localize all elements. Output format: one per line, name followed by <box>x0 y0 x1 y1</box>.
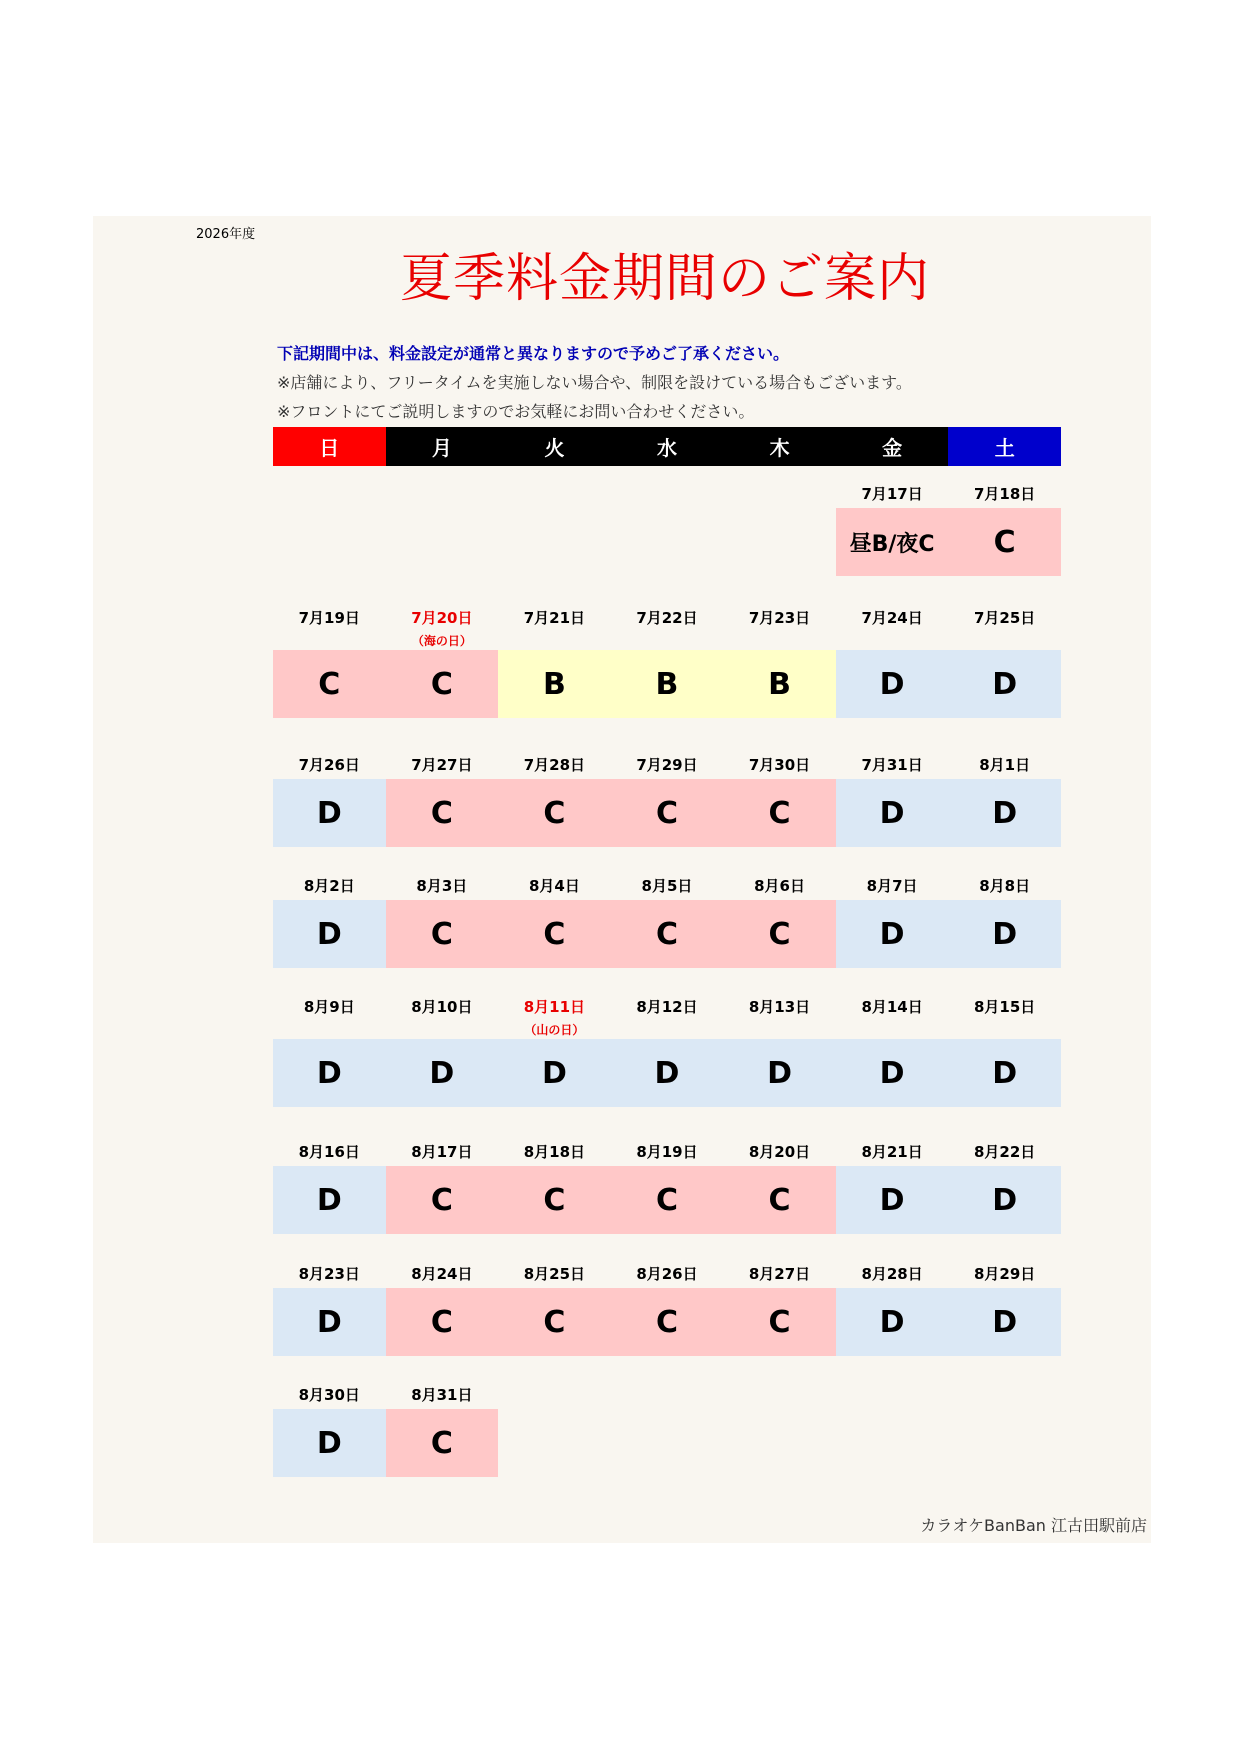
rate-cell: C <box>386 779 499 847</box>
date-label: 8月14日 <box>861 998 923 1016</box>
rate-cell: D <box>273 1409 386 1477</box>
date-label: 8月27日 <box>748 1265 811 1283</box>
date-label: 8月6日 <box>754 877 805 895</box>
date-label: 7月25日 <box>974 609 1036 627</box>
rate-cell: D <box>273 1166 386 1234</box>
holiday-label <box>273 1021 386 1039</box>
rate-cell: D <box>273 779 386 847</box>
date-label: 8月30日 <box>298 1386 360 1404</box>
date-label: 8月31日 <box>411 1386 473 1404</box>
rate-cell <box>498 1409 611 1477</box>
rate-cell: C <box>723 900 836 968</box>
calendar-week <box>273 480 1061 576</box>
rate-cell: D <box>836 900 949 968</box>
rate-cell: D <box>948 650 1061 718</box>
rate-row <box>273 1409 1061 1477</box>
rate-cell: C <box>386 650 499 718</box>
rate-cell: D <box>836 1166 949 1234</box>
date-label: 8月11日 <box>523 998 586 1016</box>
weekday-sat: 土 <box>948 427 1061 466</box>
holiday-label <box>273 632 386 650</box>
calendar-week <box>273 1138 1061 1234</box>
rate-cell <box>723 1409 836 1477</box>
holiday-label <box>611 1021 724 1039</box>
date-label: 8月22日 <box>974 1143 1036 1161</box>
date-label <box>948 1381 1061 1409</box>
calendar-week <box>273 872 1061 968</box>
date-label: 7月31日 <box>861 756 923 774</box>
rate-cell: D <box>948 1039 1061 1107</box>
holiday-label <box>723 1021 836 1039</box>
rate-cell: D <box>723 1039 836 1107</box>
rate-cell: D <box>611 1039 724 1107</box>
rate-cell: D <box>273 900 386 968</box>
date-label <box>498 480 611 508</box>
date-label: 8月20日 <box>748 1143 811 1161</box>
date-label <box>386 480 499 508</box>
rate-cell <box>836 1409 949 1477</box>
weekday-sun: 日 <box>273 427 386 466</box>
rate-cell: C <box>498 1288 611 1356</box>
date-label: 8月23日 <box>298 1265 360 1283</box>
rate-row <box>273 650 1061 718</box>
rate-row <box>273 779 1061 847</box>
rate-cell: C <box>723 1288 836 1356</box>
holiday-label <box>723 632 836 650</box>
date-label: 7月24日 <box>861 609 923 627</box>
calendar-week <box>273 1260 1061 1356</box>
date-label: 7月28日 <box>523 756 586 774</box>
rate-row <box>273 1166 1061 1234</box>
rate-cell: D <box>836 779 949 847</box>
date-label <box>723 1381 836 1409</box>
date-label: 7月21日 <box>523 609 586 627</box>
rate-cell: B <box>498 650 611 718</box>
rate-cell: D <box>948 1166 1061 1234</box>
date-row <box>273 1260 1061 1288</box>
date-row <box>273 872 1061 900</box>
rate-cell: D <box>948 1288 1061 1356</box>
holiday-label <box>386 1021 499 1039</box>
date-label: 8月9日 <box>303 998 355 1016</box>
date-label: 7月18日 <box>974 485 1036 503</box>
rate-cell: D <box>498 1039 611 1107</box>
holiday-label <box>948 632 1061 650</box>
rate-cell <box>948 1409 1061 1477</box>
holiday-label: （山の日） <box>524 1023 585 1037</box>
rate-cell: D <box>386 1039 499 1107</box>
rate-cell <box>386 508 499 576</box>
rate-cell: C <box>386 900 499 968</box>
weekday-header <box>273 427 1061 466</box>
rate-cell: C <box>723 779 836 847</box>
notice-contact: ※フロントにてご説明しますのでお気軽にお問い合わせください。 <box>277 402 755 421</box>
date-label: 8月26日 <box>636 1265 698 1283</box>
date-row <box>273 480 1061 508</box>
rate-cell: D <box>836 650 949 718</box>
date-row <box>273 1138 1061 1166</box>
store-name: カラオケBanBan 江古田駅前店 <box>920 1516 1147 1535</box>
rate-cell: D <box>273 1039 386 1107</box>
weekday-wed: 水 <box>611 427 724 466</box>
date-label: 7月20日 <box>411 609 473 627</box>
rate-cell: D <box>948 779 1061 847</box>
calendar-week <box>273 751 1061 847</box>
date-label: 8月19日 <box>636 1143 698 1161</box>
rate-cell: D <box>948 900 1061 968</box>
holiday-label <box>948 1021 1061 1039</box>
date-label: 8月28日 <box>861 1265 923 1283</box>
date-row <box>273 993 1061 1021</box>
date-label: 8月13日 <box>748 998 811 1016</box>
rate-cell: C <box>611 1288 724 1356</box>
date-label <box>836 1381 949 1409</box>
date-label: 8月8日 <box>979 877 1031 895</box>
date-label: 8月18日 <box>523 1143 586 1161</box>
date-label: 8月3日 <box>416 877 468 895</box>
holiday-row <box>273 1021 1061 1039</box>
date-label: 7月27日 <box>411 756 473 774</box>
rate-cell: D <box>273 1288 386 1356</box>
date-label: 8月4日 <box>528 877 580 895</box>
weekday-mon: 月 <box>386 427 499 466</box>
rate-cell: C <box>498 1166 611 1234</box>
rate-cell: C <box>611 779 724 847</box>
date-label: 8月15日 <box>974 998 1036 1016</box>
weekday-fri: 金 <box>836 427 949 466</box>
date-label: 7月26日 <box>298 756 360 774</box>
rate-cell: C <box>723 1166 836 1234</box>
rate-cell: C <box>386 1288 499 1356</box>
rate-cell: C <box>948 508 1061 576</box>
weekday-tue: 火 <box>498 427 611 466</box>
date-row <box>273 751 1061 779</box>
holiday-row <box>273 632 1061 650</box>
rate-cell <box>498 508 611 576</box>
date-label: 8月1日 <box>979 756 1031 774</box>
date-label <box>611 1381 724 1409</box>
weekday-thu: 木 <box>723 427 836 466</box>
rate-cell: C <box>611 1166 724 1234</box>
date-label: 8月10日 <box>411 998 473 1016</box>
rate-cell <box>611 1409 724 1477</box>
holiday-label <box>836 1021 949 1039</box>
rate-cell: C <box>611 900 724 968</box>
date-label: 7月17日 <box>861 485 923 503</box>
page-title: 夏季料金期間のご案内 <box>399 249 930 309</box>
holiday-label <box>498 632 611 650</box>
rate-row <box>273 900 1061 968</box>
date-label: 8月12日 <box>636 998 698 1016</box>
calendar-week <box>273 993 1061 1107</box>
date-label: 8月24日 <box>411 1265 473 1283</box>
date-label: 8月17日 <box>411 1143 473 1161</box>
rate-cell: D <box>836 1039 949 1107</box>
notice-main: 下記期間中は、料金設定が通常と異なりますので予めご了承ください。 <box>277 344 790 363</box>
holiday-label: （海の日） <box>411 634 472 648</box>
fiscal-year: 2026年度 <box>196 227 256 242</box>
date-row <box>273 604 1061 632</box>
date-label: 8月2日 <box>303 877 355 895</box>
date-label: 7月22日 <box>636 609 698 627</box>
date-label <box>498 1381 611 1409</box>
date-label <box>611 480 724 508</box>
rate-cell: C <box>273 650 386 718</box>
date-row <box>273 1381 1061 1409</box>
rate-cell <box>611 508 724 576</box>
rate-cell <box>723 508 836 576</box>
date-label: 8月21日 <box>861 1143 923 1161</box>
rate-cell: 昼B/夜C <box>836 508 949 576</box>
rate-row <box>273 1288 1061 1356</box>
date-label <box>723 480 836 508</box>
date-label: 7月30日 <box>748 756 811 774</box>
date-label: 8月29日 <box>974 1265 1036 1283</box>
notice-freetime: ※店舗により、フリータイムを実施しない場合や、制限を設けている場合もございます。 <box>277 373 912 392</box>
date-label: 7月29日 <box>636 756 698 774</box>
rate-cell: B <box>611 650 724 718</box>
rate-cell: C <box>498 779 611 847</box>
rate-row <box>273 508 1061 576</box>
date-label: 8月7日 <box>866 877 918 895</box>
calendar-week <box>273 604 1061 718</box>
rate-row <box>273 1039 1061 1107</box>
rate-cell <box>273 508 386 576</box>
rate-cell: C <box>386 1166 499 1234</box>
holiday-label <box>836 632 949 650</box>
date-label: 7月23日 <box>748 609 811 627</box>
rate-cell: C <box>386 1409 499 1477</box>
date-label: 8月16日 <box>298 1143 360 1161</box>
rate-cell: D <box>836 1288 949 1356</box>
rate-cell: C <box>498 900 611 968</box>
date-label: 7月19日 <box>298 609 360 627</box>
calendar-week <box>273 1381 1061 1477</box>
date-label: 8月25日 <box>523 1265 586 1283</box>
rate-cell: B <box>723 650 836 718</box>
date-label <box>273 480 386 508</box>
holiday-label <box>611 632 724 650</box>
date-label: 8月5日 <box>641 877 693 895</box>
